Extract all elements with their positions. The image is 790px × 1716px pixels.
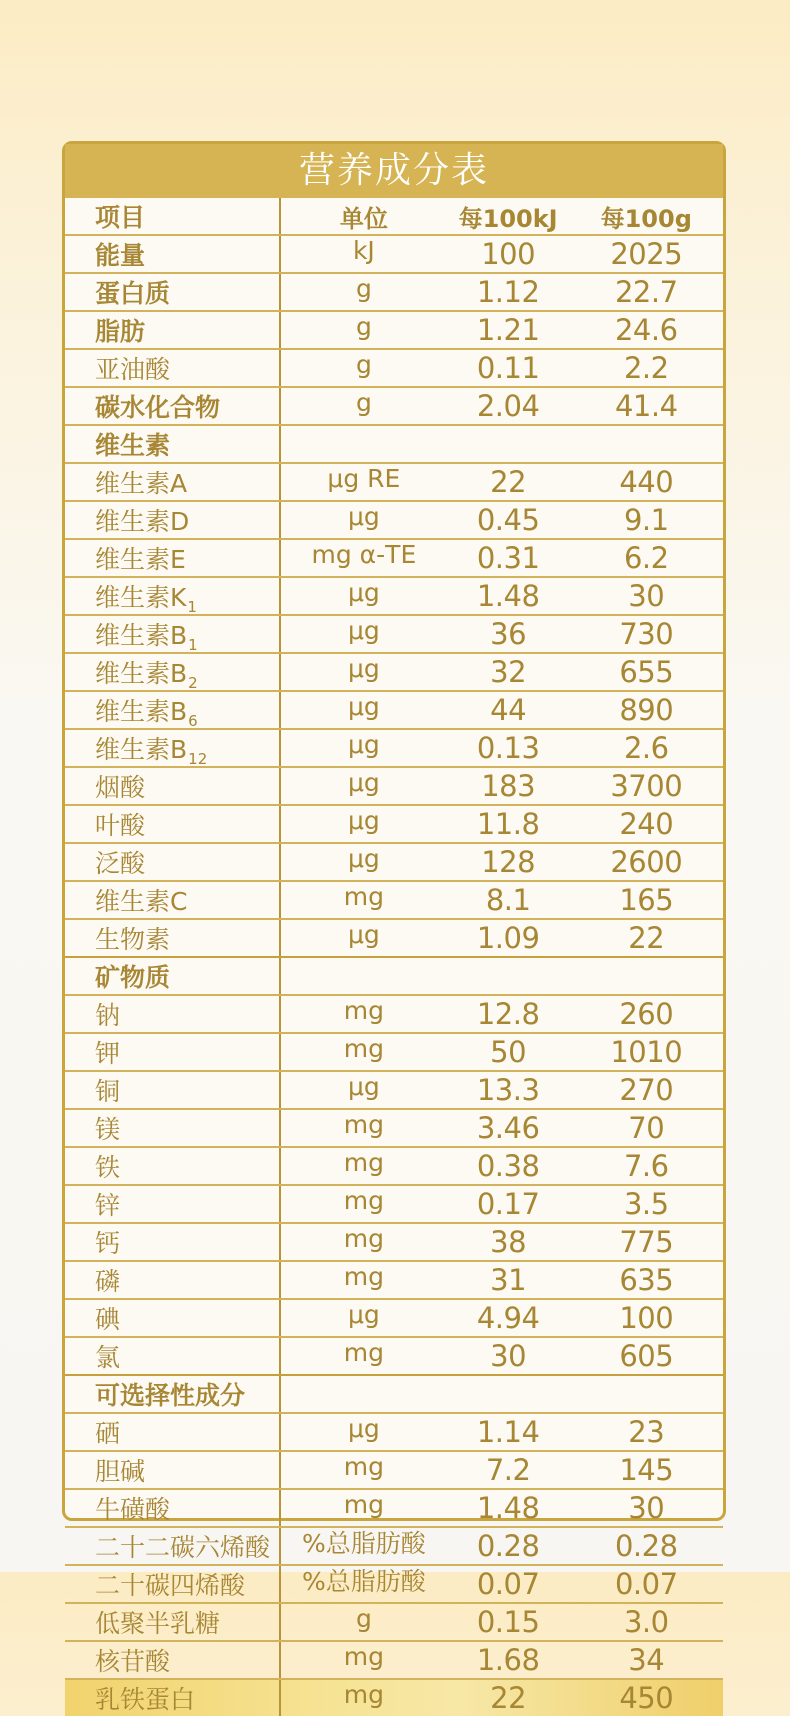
- nutrient-name-text: 维生素: [95, 431, 171, 460]
- nutrient-values: [281, 540, 723, 576]
- per-100kj-cell: 44: [490, 693, 527, 727]
- unit-cell: mg: [343, 1679, 384, 1709]
- table-row: [65, 1260, 723, 1298]
- table-row: [65, 1184, 723, 1222]
- nutrient-name-text: 亚油酸: [95, 355, 171, 384]
- per-100g-cell: 2025: [610, 237, 683, 271]
- table-row: [65, 1640, 723, 1678]
- nutrient-values: [281, 692, 723, 728]
- per-100kj-cell: 13.3: [476, 1073, 540, 1107]
- table-row: [65, 1678, 723, 1716]
- nutrient-values: [281, 1034, 723, 1070]
- nutrient-name-text: 锌: [95, 1191, 121, 1220]
- per-100kj-cell: 1.12: [476, 275, 540, 309]
- per-100kj-cell: 183: [481, 769, 536, 803]
- per-100g-cell: 165: [619, 883, 674, 917]
- nutrient-values: [281, 1528, 723, 1564]
- table-row: [65, 842, 723, 880]
- per-100g-cell: 775: [619, 1225, 674, 1259]
- per-100g-cell: 22.7: [614, 275, 678, 309]
- table-row: [65, 1146, 723, 1184]
- unit-cell: μg: [347, 919, 380, 949]
- per-100kj-cell: 38: [490, 1225, 527, 1259]
- nutrient-values: [281, 920, 723, 956]
- nutrient-name: [65, 920, 281, 956]
- nutrient-name-text: 维生素K: [95, 583, 187, 612]
- per-100g-cell: 23: [628, 1415, 665, 1449]
- per-100kj-cell: 0.45: [476, 503, 540, 537]
- nutrient-values: [281, 1452, 723, 1488]
- nutrient-name: [65, 1680, 281, 1716]
- table-row: [65, 804, 723, 842]
- nutrient-values: [281, 1414, 723, 1450]
- nutrient-name: [65, 578, 281, 614]
- nutrient-values: [281, 1566, 723, 1602]
- per-100kj-cell: 0.28: [476, 1529, 540, 1563]
- nutrient-values: [281, 1604, 723, 1640]
- nutrient-name: [65, 616, 281, 652]
- nutrient-values: [281, 1376, 723, 1412]
- unit-cell: g: [355, 273, 372, 303]
- nutrient-name: [65, 502, 281, 538]
- nutrient-name-text: 磷: [95, 1267, 121, 1296]
- per-100kj-cell: 0.13: [476, 731, 540, 765]
- header-unit: 单位: [339, 204, 388, 233]
- nutrient-name-text: 胆碱: [95, 1457, 146, 1486]
- per-100kj-cell: 1.21: [476, 313, 540, 347]
- nutrient-name-text: 叶酸: [95, 811, 146, 840]
- nutrient-values: [281, 502, 723, 538]
- nutrient-values: [281, 806, 723, 842]
- section-row: [65, 956, 723, 994]
- unit-cell: mg: [343, 1185, 384, 1215]
- per-100g-cell: 7.6: [623, 1149, 669, 1183]
- nutrient-name: [65, 1604, 281, 1640]
- per-100g-cell: 24.6: [614, 313, 678, 347]
- per-100g-cell: 30: [628, 1491, 665, 1525]
- unit-cell: kJ: [352, 235, 375, 265]
- table-row: [65, 272, 723, 310]
- nutrient-name-text: 硒: [95, 1419, 121, 1448]
- nutrient-subscript: 2: [188, 674, 198, 692]
- per-100kj-cell: 32: [490, 655, 527, 689]
- nutrient-name-text: 碳水化合物: [95, 393, 221, 422]
- per-100g-cell: 260: [619, 997, 674, 1031]
- table-row: [65, 348, 723, 386]
- table-row: [65, 576, 723, 614]
- table-row: [65, 1070, 723, 1108]
- table-row: [65, 1412, 723, 1450]
- nutrient-name: [65, 768, 281, 804]
- nutrient-name-text: 烟酸: [95, 773, 146, 802]
- nutrient-values: [281, 388, 723, 424]
- nutrient-subscript: 1: [188, 636, 198, 654]
- nutrient-name-text: 维生素C: [95, 887, 188, 916]
- unit-cell: %总脂肪酸: [301, 1529, 426, 1558]
- nutrient-name: [65, 1072, 281, 1108]
- nutrient-name: [65, 1414, 281, 1450]
- unit-cell: mg: [343, 1451, 384, 1481]
- nutrient-name: [65, 312, 281, 348]
- nutrient-name-text: 二十二碳六烯酸: [95, 1533, 271, 1562]
- nutrient-name: [65, 1528, 281, 1564]
- table-row: [65, 1526, 723, 1564]
- nutrient-name: [65, 388, 281, 424]
- per-100g-cell: 22: [628, 921, 665, 955]
- unit-cell: mg: [343, 881, 384, 911]
- table-row: [65, 1336, 723, 1374]
- per-100g-cell: 440: [619, 465, 674, 499]
- nutrition-table: [65, 198, 723, 1715]
- nutrient-name: [65, 996, 281, 1032]
- per-100g-cell: 450: [619, 1681, 674, 1715]
- nutrient-name: [65, 654, 281, 690]
- table-row: [65, 728, 723, 766]
- nutrient-name: [65, 1186, 281, 1222]
- per-100g-cell: 635: [619, 1263, 674, 1297]
- per-100kj-cell: 31: [490, 1263, 527, 1297]
- unit-cell: g: [355, 311, 372, 341]
- nutrient-subscript: 6: [188, 712, 198, 730]
- nutrient-values: [281, 1642, 723, 1678]
- table-row: [65, 1108, 723, 1146]
- per-100g-cell: 9.1: [623, 503, 669, 537]
- unit-cell: g: [355, 387, 372, 417]
- header-values: [281, 198, 723, 234]
- per-100g-cell: 145: [619, 1453, 674, 1487]
- unit-cell: mg: [343, 1033, 384, 1063]
- per-100g-cell: 100: [619, 1301, 674, 1335]
- nutrient-name: [65, 844, 281, 880]
- nutrient-values: [281, 426, 723, 462]
- nutrient-name-text: 维生素A: [95, 469, 188, 498]
- nutrient-name-text: 能量: [95, 241, 146, 270]
- unit-cell: g: [355, 349, 372, 379]
- nutrient-name: [65, 236, 281, 272]
- nutrient-values: [281, 1490, 723, 1526]
- table-row: [65, 614, 723, 652]
- nutrient-name-text: 铜: [95, 1077, 121, 1106]
- nutrient-values: [281, 768, 723, 804]
- nutrient-values: [281, 1300, 723, 1336]
- nutrient-subscript: 1: [187, 598, 197, 616]
- table-row: [65, 994, 723, 1032]
- per-100kj-cell: 12.8: [476, 997, 540, 1031]
- per-100g-cell: 2.2: [623, 351, 669, 385]
- nutrient-values: [281, 730, 723, 766]
- per-100kj-cell: 2.04: [476, 389, 540, 423]
- per-100kj-cell: 1.68: [476, 1643, 540, 1677]
- nutrient-name-text: 碘: [95, 1305, 121, 1334]
- per-100g-cell: 34: [628, 1643, 665, 1677]
- nutrient-name-text: 维生素D: [95, 507, 190, 536]
- table-row: [65, 1222, 723, 1260]
- table-row: [65, 234, 723, 272]
- section-title: [65, 426, 281, 462]
- nutrient-name: [65, 1642, 281, 1678]
- unit-cell: μg: [347, 767, 380, 797]
- nutrient-values: [281, 236, 723, 272]
- per-100kj-cell: 0.38: [476, 1149, 540, 1183]
- nutrient-values: [281, 844, 723, 880]
- per-100kj-cell: 0.07: [476, 1567, 540, 1601]
- unit-cell: mg: [343, 1223, 384, 1253]
- nutrient-name-text: 蛋白质: [95, 279, 171, 308]
- nutrient-values: [281, 1148, 723, 1184]
- unit-cell: mg: [343, 1109, 384, 1139]
- per-100kj-cell: 0.17: [476, 1187, 540, 1221]
- nutrient-name: [65, 1452, 281, 1488]
- per-100kj-cell: 22: [490, 1681, 527, 1715]
- nutrient-name-text: 铁: [95, 1153, 121, 1182]
- nutrient-name: [65, 1300, 281, 1336]
- nutrient-values: [281, 350, 723, 386]
- nutrient-name-text: 可选择性成分: [95, 1381, 246, 1410]
- unit-cell: μg: [347, 1071, 380, 1101]
- per-100kj-cell: 1.14: [476, 1415, 540, 1449]
- header-item: 项目: [65, 198, 281, 234]
- nutrient-name-text: 钾: [95, 1039, 121, 1068]
- nutrient-name-text: 钙: [95, 1229, 121, 1258]
- table-row: [65, 1488, 723, 1526]
- table-row: [65, 462, 723, 500]
- nutrient-name: [65, 1566, 281, 1602]
- nutrient-name: [65, 1338, 281, 1374]
- table-row: [65, 766, 723, 804]
- nutrient-name-text: 钠: [95, 1001, 121, 1030]
- table-row: [65, 1032, 723, 1070]
- per-100kj-cell: 1.48: [476, 579, 540, 613]
- per-100g-cell: 3.0: [623, 1605, 669, 1639]
- unit-cell: μg RE: [327, 463, 401, 493]
- nutrient-name: [65, 350, 281, 386]
- nutrient-subscript: 12: [188, 750, 208, 768]
- nutrient-name-text: 泛酸: [95, 849, 146, 878]
- nutrient-name: [65, 1110, 281, 1146]
- unit-cell: μg: [347, 1413, 380, 1443]
- nutrient-name-text: 矿物质: [95, 963, 171, 992]
- nutrient-values: [281, 1110, 723, 1146]
- nutrient-name-text: 氯: [95, 1343, 121, 1372]
- per-100kj-cell: 4.94: [476, 1301, 540, 1335]
- per-100kj-cell: 30: [490, 1339, 527, 1373]
- nutrient-name: [65, 882, 281, 918]
- per-100g-cell: 730: [619, 617, 674, 651]
- per-100g-cell: 70: [628, 1111, 665, 1145]
- per-100kj-cell: 0.11: [476, 351, 540, 385]
- unit-cell: %总脂肪酸: [301, 1567, 426, 1596]
- table-row: [65, 386, 723, 424]
- unit-cell: mg: [343, 995, 384, 1025]
- per-100g-cell: 240: [619, 807, 674, 841]
- nutrient-values: [281, 1338, 723, 1374]
- nutrient-name-text: 维生素B: [95, 621, 188, 650]
- per-100g-cell: 30: [628, 579, 665, 613]
- per-100g-cell: 1010: [610, 1035, 683, 1069]
- nutrient-name-text: 生物素: [95, 925, 171, 954]
- table-title: 营养成分表: [65, 144, 723, 198]
- unit-cell: mg: [343, 1147, 384, 1177]
- table-row: [65, 1450, 723, 1488]
- header-per-100g: 每100g: [600, 204, 692, 233]
- per-100g-cell: 890: [619, 693, 674, 727]
- per-100g-cell: 6.2: [623, 541, 669, 575]
- nutrient-name: [65, 1034, 281, 1070]
- unit-cell: μg: [347, 615, 380, 645]
- per-100kj-cell: 0.15: [476, 1605, 540, 1639]
- nutrient-name-text: 牛磺酸: [95, 1495, 171, 1524]
- section-title: [65, 1376, 281, 1412]
- per-100kj-cell: 128: [481, 845, 536, 879]
- per-100kj-cell: 11.8: [476, 807, 540, 841]
- table-row: [65, 1298, 723, 1336]
- nutrient-values: [281, 958, 723, 994]
- nutrient-values: [281, 312, 723, 348]
- nutrition-table-panel: [62, 141, 726, 1715]
- per-100g-cell: 655: [619, 655, 674, 689]
- table-row: [65, 538, 723, 576]
- table-row: [65, 1564, 723, 1602]
- unit-cell: μg: [347, 729, 380, 759]
- unit-cell: mg α-TE: [311, 539, 417, 569]
- per-100kj-cell: 1.48: [476, 1491, 540, 1525]
- per-100g-cell: 3.5: [623, 1187, 669, 1221]
- per-100kj-cell: 0.31: [476, 541, 540, 575]
- nutrient-name: [65, 464, 281, 500]
- unit-cell: μg: [347, 691, 380, 721]
- nutrient-name-text: 维生素E: [95, 545, 186, 574]
- nutrient-name: [65, 692, 281, 728]
- section-row: [65, 424, 723, 462]
- per-100g-cell: 0.07: [614, 1567, 678, 1601]
- nutrient-name-text: 维生素B: [95, 659, 188, 688]
- section-title: [65, 958, 281, 994]
- nutrient-values: [281, 1680, 723, 1716]
- per-100g-cell: 270: [619, 1073, 674, 1107]
- per-100kj-cell: 8.1: [485, 883, 531, 917]
- nutrient-name: [65, 274, 281, 310]
- table-row: [65, 310, 723, 348]
- per-100kj-cell: 50: [490, 1035, 527, 1069]
- per-100kj-cell: 22: [490, 465, 527, 499]
- per-100kj-cell: 100: [481, 237, 536, 271]
- header-per-100kj: 每100kJ: [458, 204, 558, 233]
- nutrient-name: [65, 1262, 281, 1298]
- unit-cell: μg: [347, 653, 380, 683]
- nutrient-name-text: 低聚半乳糖: [95, 1609, 221, 1638]
- nutrient-values: [281, 616, 723, 652]
- unit-cell: μg: [347, 843, 380, 873]
- header-row: [65, 198, 723, 234]
- section-row: [65, 1374, 723, 1412]
- nutrient-name: [65, 540, 281, 576]
- nutrient-name: [65, 1224, 281, 1260]
- table-row: [65, 690, 723, 728]
- per-100g-cell: 3700: [610, 769, 683, 803]
- table-row: [65, 500, 723, 538]
- nutrient-name-text: 乳铁蛋白: [95, 1685, 196, 1714]
- table-row: [65, 918, 723, 956]
- nutrient-name-text: 二十碳四烯酸: [95, 1571, 246, 1600]
- per-100kj-cell: 1.09: [476, 921, 540, 955]
- nutrient-name-text: 脂肪: [95, 317, 146, 346]
- per-100g-cell: 605: [619, 1339, 674, 1373]
- nutrient-name: [65, 806, 281, 842]
- nutrient-values: [281, 578, 723, 614]
- nutrient-values: [281, 274, 723, 310]
- table-row: [65, 652, 723, 690]
- unit-cell: μg: [347, 1299, 380, 1329]
- per-100g-cell: 0.28: [614, 1529, 678, 1563]
- per-100kj-cell: 7.2: [485, 1453, 531, 1487]
- unit-cell: mg: [343, 1337, 384, 1367]
- nutrient-name-text: 维生素B: [95, 697, 188, 726]
- unit-cell: μg: [347, 501, 380, 531]
- unit-cell: mg: [343, 1261, 384, 1291]
- nutrient-name-text: 镁: [95, 1115, 121, 1144]
- nutrient-values: [281, 1186, 723, 1222]
- nutrient-values: [281, 654, 723, 690]
- unit-cell: mg: [343, 1641, 384, 1671]
- per-100kj-cell: 3.46: [476, 1111, 540, 1145]
- nutrient-name-text: 维生素B: [95, 735, 188, 764]
- nutrient-values: [281, 1224, 723, 1260]
- nutrient-name: [65, 1490, 281, 1526]
- nutrient-values: [281, 464, 723, 500]
- per-100g-cell: 2.6: [623, 731, 669, 765]
- nutrient-values: [281, 1262, 723, 1298]
- per-100g-cell: 2600: [610, 845, 683, 879]
- table-row: [65, 1602, 723, 1640]
- nutrient-name: [65, 1148, 281, 1184]
- nutrient-name-text: 核苷酸: [95, 1647, 171, 1676]
- unit-cell: g: [355, 1603, 372, 1633]
- nutrient-values: [281, 1072, 723, 1108]
- nutrient-name: [65, 730, 281, 766]
- nutrient-values: [281, 996, 723, 1032]
- table-row: [65, 880, 723, 918]
- nutrient-values: [281, 882, 723, 918]
- per-100kj-cell: 36: [490, 617, 527, 651]
- unit-cell: mg: [343, 1489, 384, 1519]
- unit-cell: μg: [347, 577, 380, 607]
- unit-cell: μg: [347, 805, 380, 835]
- per-100g-cell: 41.4: [614, 389, 678, 423]
